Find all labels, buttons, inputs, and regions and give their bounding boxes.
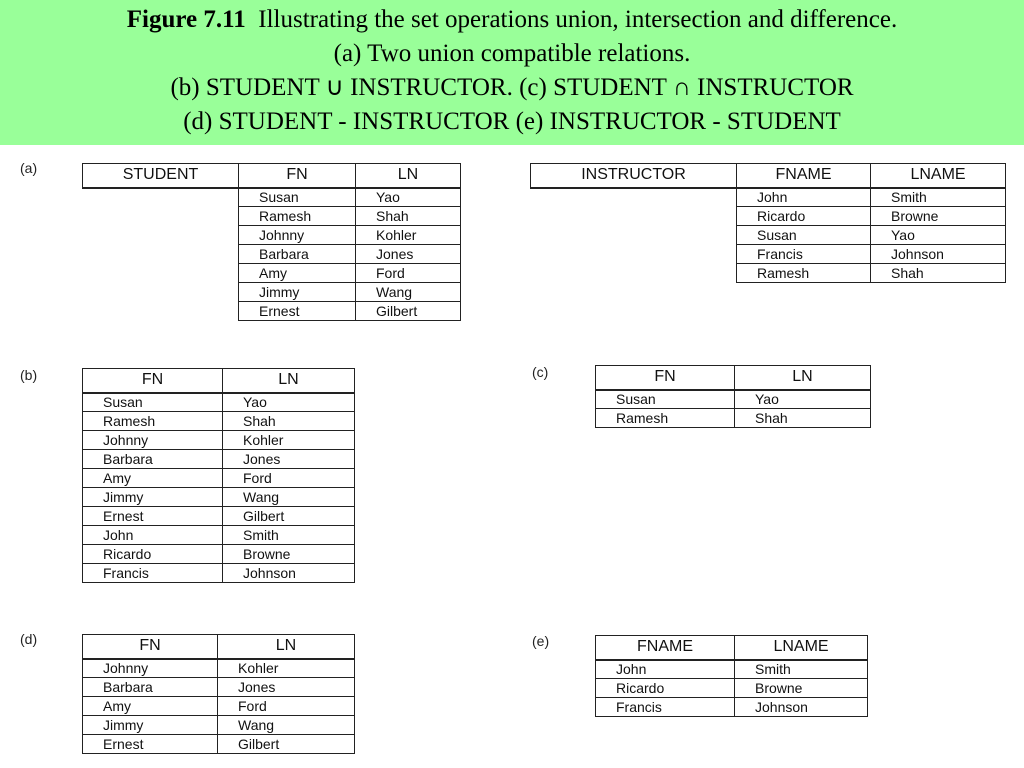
blank-cell — [531, 188, 737, 207]
last-name-cell: Johnson — [871, 245, 1006, 264]
first-name-cell: John — [83, 526, 223, 545]
last-name-cell: Smith — [223, 526, 355, 545]
panel-label-c: (c) — [532, 364, 549, 380]
table-row — [596, 679, 868, 698]
last-name-cell: Yao — [223, 393, 355, 412]
first-name-cell: Ricardo — [596, 679, 735, 698]
last-name-cell: Kohler — [223, 431, 355, 450]
first-name-cell: Jimmy — [83, 488, 223, 507]
table-row — [531, 264, 1006, 283]
last-name-cell: Browne — [871, 207, 1006, 226]
last-name-cell: Yao — [871, 226, 1006, 245]
union-result-table — [82, 368, 355, 583]
last-name-cell: Kohler — [218, 659, 355, 678]
panel-label-d: (d) — [20, 631, 38, 647]
first-name-cell: Ernest — [239, 302, 356, 321]
blank-cell — [83, 283, 239, 302]
first-name-cell: Johnny — [83, 659, 218, 678]
last-name-cell: Wang — [223, 488, 355, 507]
header-row — [596, 366, 871, 390]
blank-cell — [83, 226, 239, 245]
panel-label-b: (b) — [20, 367, 38, 383]
last-name-cell: Wang — [218, 716, 355, 735]
first-name-cell: Ramesh — [737, 264, 871, 283]
header-row — [83, 369, 355, 393]
last-name-cell: Yao — [735, 390, 871, 409]
table-row — [83, 302, 461, 321]
table-row — [83, 526, 355, 545]
first-name-cell: Ramesh — [239, 207, 356, 226]
blank-cell — [531, 264, 737, 283]
first-name-cell: Barbara — [83, 450, 223, 469]
column-header: LNAME — [735, 636, 868, 660]
last-name-cell: Browne — [735, 679, 868, 698]
table-row — [83, 697, 355, 716]
table-row — [531, 207, 1006, 226]
header-row — [83, 635, 355, 659]
title-line-2: (a) Two union compatible relations. — [333, 40, 691, 67]
first-name-cell: Johnny — [239, 226, 356, 245]
table-row — [83, 450, 355, 469]
column-header: FN — [239, 164, 356, 188]
student-relation-table — [82, 163, 461, 321]
last-name-cell: Smith — [735, 660, 868, 679]
header-row — [531, 164, 1006, 188]
blank-cell — [531, 226, 737, 245]
header-row — [596, 636, 868, 660]
table-row — [83, 507, 355, 526]
last-name-cell: Shah — [223, 412, 355, 431]
first-name-cell: Barbara — [83, 678, 218, 697]
header-row — [83, 164, 461, 188]
last-name-cell: Ford — [223, 469, 355, 488]
table-row — [83, 393, 355, 412]
table-row — [83, 412, 355, 431]
first-name-cell: Ramesh — [596, 409, 735, 428]
table-row — [83, 245, 461, 264]
blank-cell — [83, 245, 239, 264]
last-name-cell: Jones — [218, 678, 355, 697]
table-row — [531, 245, 1006, 264]
blank-cell — [83, 264, 239, 283]
table-row — [83, 283, 461, 302]
first-name-cell: Barbara — [239, 245, 356, 264]
first-name-cell: Ricardo — [737, 207, 871, 226]
last-name-cell: Browne — [223, 545, 355, 564]
relation-name: INSTRUCTOR — [531, 164, 737, 188]
last-name-cell: Shah — [735, 409, 871, 428]
instructor-minus-student-table — [595, 635, 868, 717]
table-row — [83, 678, 355, 697]
table-row — [83, 488, 355, 507]
table-row — [596, 409, 871, 428]
table-row — [83, 431, 355, 450]
title-line-4: (d) STUDENT - INSTRUCTOR (e) INSTRUCTOR - STUDENT — [183, 108, 841, 135]
student-minus-instructor-table — [82, 634, 355, 754]
last-name-cell: Gilbert — [356, 302, 461, 321]
table-row — [83, 545, 355, 564]
first-name-cell: Ramesh — [83, 412, 223, 431]
last-name-cell: Yao — [356, 188, 461, 207]
panel-label-e: (e) — [532, 633, 550, 649]
slide-title — [0, 0, 1024, 145]
column-header: FNAME — [737, 164, 871, 188]
table-row — [83, 226, 461, 245]
table-row — [531, 188, 1006, 207]
first-name-cell: Amy — [83, 697, 218, 716]
last-name-cell: Ford — [218, 697, 355, 716]
first-name-cell: Susan — [83, 393, 223, 412]
title-line-3: (b) STUDENT ∪ INSTRUCTOR. (c) STUDENT ∩ INSTRUCTOR — [170, 74, 854, 101]
first-name-cell: Amy — [83, 469, 223, 488]
first-name-cell: Ernest — [83, 735, 218, 754]
first-name-cell: Ernest — [83, 507, 223, 526]
first-name-cell: Johnny — [83, 431, 223, 450]
table-row — [596, 698, 868, 717]
last-name-cell: Wang — [356, 283, 461, 302]
blank-cell — [83, 302, 239, 321]
column-header: LNAME — [871, 164, 1006, 188]
last-name-cell: Johnson — [223, 564, 355, 583]
title-line-1 — [0, 3, 1024, 37]
blank-cell — [83, 207, 239, 226]
table-row — [83, 659, 355, 678]
table-row — [531, 226, 1006, 245]
table-row — [83, 735, 355, 754]
blank-cell — [83, 188, 239, 207]
blank-cell — [531, 207, 737, 226]
column-header: LN — [218, 635, 355, 659]
first-name-cell: Susan — [737, 226, 871, 245]
first-name-cell: Francis — [596, 698, 735, 717]
table-row — [83, 564, 355, 583]
last-name-cell: Jones — [223, 450, 355, 469]
first-name-cell: Francis — [737, 245, 871, 264]
last-name-cell: Johnson — [735, 698, 868, 717]
table-row — [83, 469, 355, 488]
relation-name: STUDENT — [83, 164, 239, 188]
last-name-cell: Smith — [871, 188, 1006, 207]
column-header: LN — [735, 366, 871, 390]
column-header: FN — [596, 366, 735, 390]
last-name-cell: Gilbert — [218, 735, 355, 754]
figure-caption: Illustrating the set operations union, intersection and difference. — [258, 6, 898, 33]
table-row — [596, 660, 868, 679]
last-name-cell: Jones — [356, 245, 461, 264]
first-name-cell: John — [737, 188, 871, 207]
column-header: FNAME — [596, 636, 735, 660]
first-name-cell: Jimmy — [83, 716, 218, 735]
column-header: FN — [83, 635, 218, 659]
last-name-cell: Shah — [356, 207, 461, 226]
instructor-relation-table — [530, 163, 1006, 283]
first-name-cell: Susan — [239, 188, 356, 207]
table-row — [83, 207, 461, 226]
first-name-cell: Francis — [83, 564, 223, 583]
last-name-cell: Kohler — [356, 226, 461, 245]
last-name-cell: Shah — [871, 264, 1006, 283]
intersection-result-table — [595, 365, 871, 428]
figure-label: Figure 7.11 — [126, 6, 246, 33]
first-name-cell: Jimmy — [239, 283, 356, 302]
last-name-cell: Gilbert — [223, 507, 355, 526]
first-name-cell: Amy — [239, 264, 356, 283]
last-name-cell: Ford — [356, 264, 461, 283]
table-row — [596, 390, 871, 409]
table-row — [83, 716, 355, 735]
column-header: LN — [356, 164, 461, 188]
first-name-cell: Ricardo — [83, 545, 223, 564]
column-header: LN — [223, 369, 355, 393]
first-name-cell: Susan — [596, 390, 735, 409]
first-name-cell: John — [596, 660, 735, 679]
panel-label-a: (a) — [20, 160, 38, 176]
column-header: FN — [83, 369, 223, 393]
table-row — [83, 264, 461, 283]
blank-cell — [531, 245, 737, 264]
table-row — [83, 188, 461, 207]
